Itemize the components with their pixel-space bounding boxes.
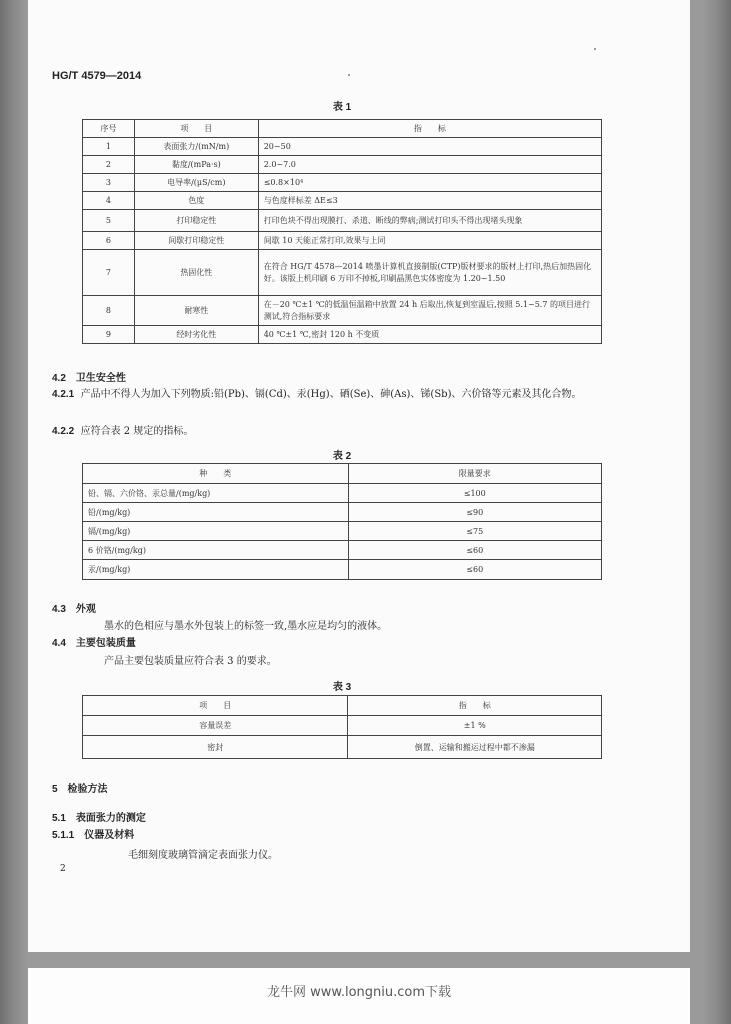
table-cell: 容量误差: [83, 716, 348, 736]
section-heading: 4.3 外观: [52, 604, 96, 615]
table1-header-cell: 项 目: [134, 120, 258, 138]
section-heading: 4.4 主要包装质量: [52, 638, 136, 649]
section-heading: 4.2 卫生安全性: [52, 373, 126, 384]
table-cell: 2.0~7.0: [258, 156, 601, 174]
table1-header-row: [83, 120, 602, 138]
table-cell: ≤0.8×10⁴: [258, 174, 601, 192]
table-row: [83, 503, 602, 522]
table-cell: 铅、镉、六价铬、汞总量/(mg/kg): [83, 484, 349, 503]
table-cell: 间歇打印稳定性: [134, 232, 258, 250]
table-cell: 9: [83, 326, 135, 344]
table-row: [83, 156, 602, 174]
table1-header-cell: 指 标: [258, 120, 601, 138]
table-cell: 表面张力/(mN/m): [134, 138, 258, 156]
table-cell: 与色度样标差 ΔE≤3: [258, 192, 601, 210]
table-row: [83, 232, 602, 250]
table-cell: 2: [83, 156, 135, 174]
table-row: [83, 326, 602, 344]
table3-header-cell: 项 目: [83, 696, 348, 716]
table-cell: 40 ℃±1 ℃,密封 120 h 不变质: [258, 326, 601, 344]
table3-header-row: [83, 696, 602, 716]
table2-header-cell: 种 类: [83, 464, 349, 484]
scan-speck: [594, 48, 596, 50]
table-cell: 间歇 10 天能正常打印,效果与上同: [258, 232, 601, 250]
table3: [82, 695, 602, 759]
table-row: [83, 210, 602, 232]
table-cell: ≤100: [348, 484, 602, 503]
table-cell: 4: [83, 192, 135, 210]
paragraph: 4.2.2 应符合表 2 规定的指标。: [52, 426, 194, 437]
table-cell: ±1 %: [348, 716, 602, 736]
table-cell: 6 价铬/(mg/kg): [83, 541, 349, 560]
table-cell: ≤60: [348, 541, 602, 560]
section-heading: 5.1 表面张力的测定: [52, 813, 146, 824]
section-heading: 5.1.1 仪器及材料: [52, 830, 135, 841]
table-row: [83, 192, 602, 210]
paragraph: 4.2.1 产品中不得人为加入下列物质:铅(Pb)、镉(Cd)、汞(Hg)、硒(Se)、砷(As)、锑(Sb)、六价铬等元素及其化合物。: [52, 389, 582, 400]
table1-header-cell: 序号: [83, 120, 135, 138]
section-heading: 5 检验方法: [52, 784, 108, 795]
table-row: [83, 560, 602, 580]
table-cell: ≤90: [348, 503, 602, 522]
scan-speck: [348, 74, 350, 76]
table-row: [83, 522, 602, 541]
table-cell: 3: [83, 174, 135, 192]
table-row: [83, 716, 602, 736]
paragraph: 产品主要包装质量应符合表 3 的要求。: [104, 656, 277, 667]
table-row: [83, 484, 602, 503]
table-cell: 5: [83, 210, 135, 232]
table-row: [83, 250, 602, 296]
table-cell: 打印色块不得出现膜打、杀道、断线的弊病;测试打印头不得出现堵头现象: [258, 210, 601, 232]
paragraph: 墨水的色相应与墨水外包装上的标签一致,墨水应是均匀的液体。: [104, 621, 388, 632]
table-cell: 铅/(mg/kg): [83, 503, 349, 522]
table-row: [83, 296, 602, 326]
table3-header-cell: 指 标: [348, 696, 602, 716]
table2-header-row: [83, 464, 602, 484]
table-cell: 耐寒性: [134, 296, 258, 326]
table-cell: 经时劣化性: [134, 326, 258, 344]
table2-title: 表 2: [332, 451, 352, 462]
table3-title: 表 3: [332, 682, 352, 693]
table-cell: 在符合 HG/T 4578—2014 喷墨计算机直接制版(CTP)版材要求的版材上打印,热后加热固化好。该版上机印刷 6 万印不掉板,印刷晶黑色实体密度为 1.20~1.50: [258, 250, 601, 296]
table2-header-cell: 限量要求: [348, 464, 602, 484]
table-row: [83, 736, 602, 759]
table-row: [83, 138, 602, 156]
table-cell: 在－20 ℃±1 ℃的低温恒温箱中放置 24 h 后取出,恢复到室温后,按照 5.1~5.7 的项目进行测试,符合指标要求: [258, 296, 601, 326]
table-cell: 热固化性: [134, 250, 258, 296]
table-cell: 色度: [134, 192, 258, 210]
table-cell: 7: [83, 250, 135, 296]
table-row: [83, 174, 602, 192]
table-cell: 电导率/(μS/cm): [134, 174, 258, 192]
table-cell: ≤60: [348, 560, 602, 580]
table-cell: 倒置、运输和搬运过程中都不渗漏: [348, 736, 602, 759]
page-number: 2: [60, 864, 66, 874]
table-cell: 8: [83, 296, 135, 326]
table-cell: 6: [83, 232, 135, 250]
table-cell: 汞/(mg/kg): [83, 560, 349, 580]
table-cell: ≤75: [348, 522, 602, 541]
table-cell: 镉/(mg/kg): [83, 522, 349, 541]
table-cell: 密封: [83, 736, 348, 759]
table-cell: 黏度/(mPa·s): [134, 156, 258, 174]
table1: [82, 119, 602, 344]
table-row: [83, 541, 602, 560]
table-cell: 打印稳定性: [134, 210, 258, 232]
table-cell: 1: [83, 138, 135, 156]
download-footer: 龙牛网 www.longniu.com下载: [28, 968, 690, 1024]
table2: [82, 463, 602, 580]
table1-title: 表 1: [332, 102, 352, 113]
paragraph: 毛细刻度玻璃管滴定表面张力仪。: [128, 850, 278, 861]
standard-number: HG/T 4579—2014: [52, 70, 142, 82]
table-cell: 20~50: [258, 138, 601, 156]
